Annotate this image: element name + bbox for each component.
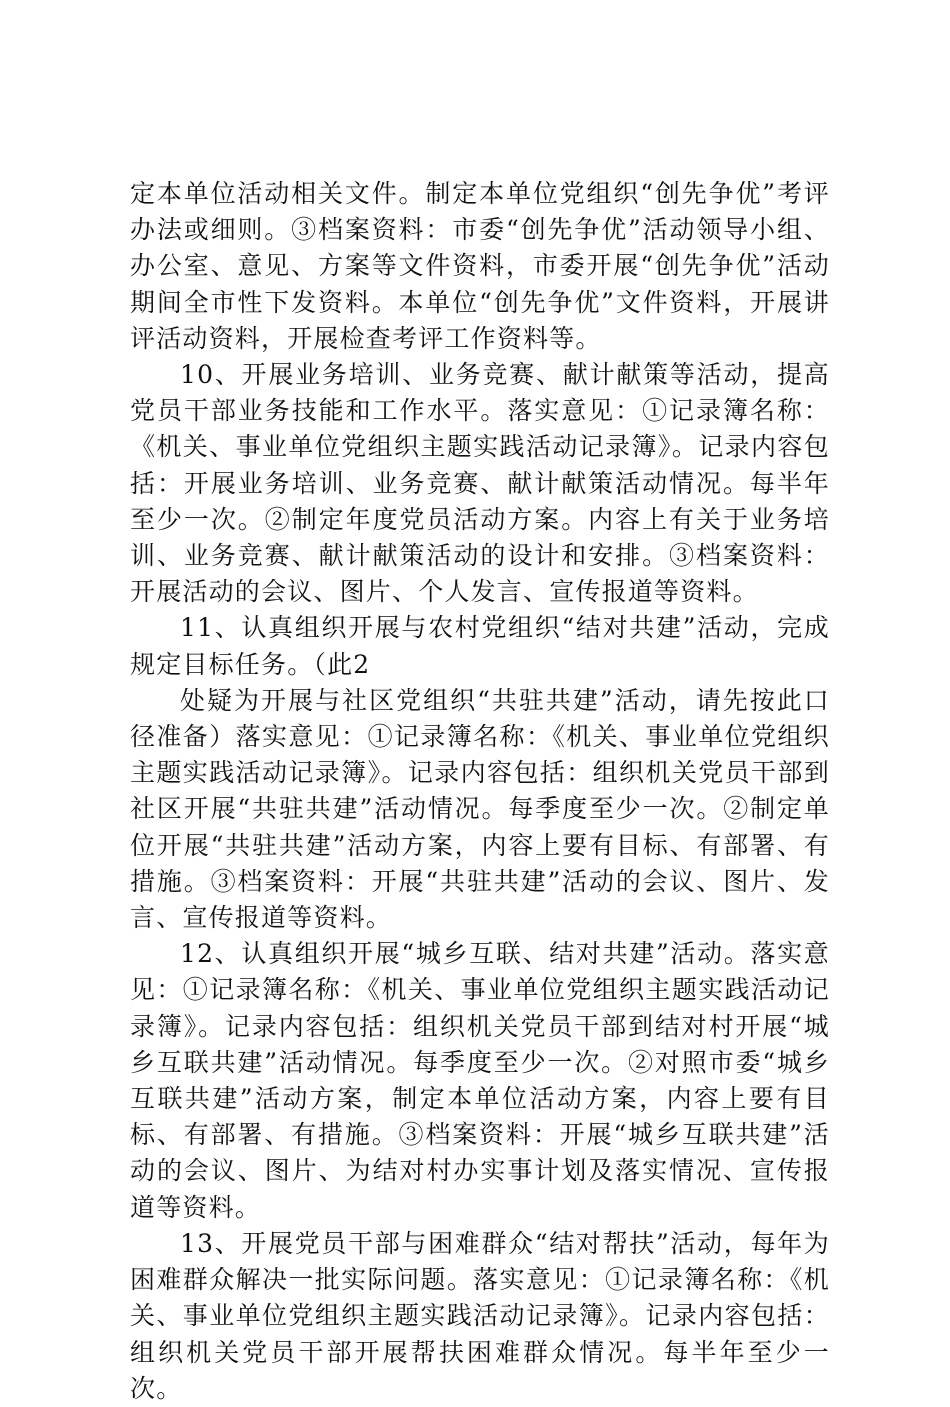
document-body	[130, 176, 830, 1407]
paragraph-item-12: 12、认真组织开展“城乡互联、结对共建”活动。落实意见：①记录簿名称：《机关、事业单位党组织主题实践活动记录簿》。记录内容包括：组织机关党员干部到结对村开展“城乡互联共建”活动情况。每季度至少一次。②对照市委“城乡互联共建”活动方案，制定本单位活动方案，内容上要有目标、有部署、有措施。③档案资料：开展“城乡互联共建”活动的会议、图片、为结对村办实事计划及落实情况、宣传报道等资料。	[130, 939, 830, 1222]
paragraph-item-11: 11、认真组织开展与农村党组织“结对共建”活动，完成规定目标任务。（此2	[130, 613, 830, 679]
paragraph-item-10: 10、开展业务培训、业务竞赛、献计献策等活动，提高党员干部业务技能和工作水平。落实意见：①记录簿名称：《机关、事业单位党组织主题实践活动记录簿》。记录内容包括：开展业务培训、业务竞赛、献计献策活动情况。每半年至少一次。②制定年度党员活动方案。内容上有关于业务培训、业务竞赛、献计献策活动的设计和安排。③档案资料：开展活动的会议、图片、个人发言、宣传报道等资料。	[130, 360, 830, 607]
paragraph-item-13: 13、开展党员干部与困难群众“结对帮扶”活动，每年为困难群众解决一批实际问题。落实意见：①记录簿名称：《机关、事业单位党组织主题实践活动记录簿》。记录内容包括：组织机关党员干部开展帮扶困难群众情况。每半年至少一次。	[130, 1228, 830, 1403]
paragraph-item-11-continued: 处疑为开展与社区党组织“共驻共建”活动，请先按此口径准备）落实意见：①记录簿名称：《机关、事业单位党组织主题实践活动记录簿》。记录内容包括：组织机关党员干部到社区开展“共驻共建”活动情况。每季度至少一次。②制定单位开展“共驻共建”活动方案，内容上要有目标、有部署、有措施。③档案资料：开展“共驻共建”活动的会议、图片、发言、宣传报道等资料。	[130, 685, 830, 933]
paragraph-continuation: 定本单位活动相关文件。制定本单位党组织“创先争优”考评办法或细则。③档案资料：市委“创先争优”活动领导小组、办公室、意见、方案等文件资料，市委开展“创先争优”活动期间全市性下发资料。本单位“创先争优”文件资料，开展讲评活动资料，开展检查考评工作资料等。	[130, 179, 830, 353]
